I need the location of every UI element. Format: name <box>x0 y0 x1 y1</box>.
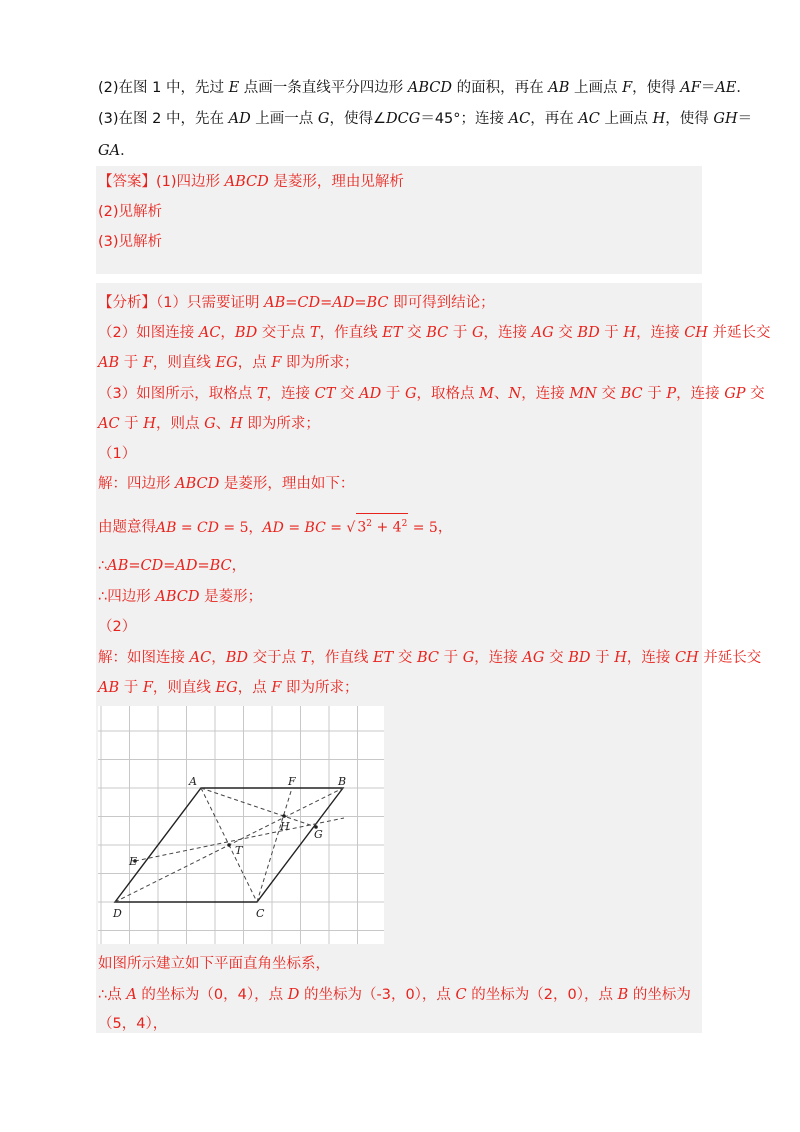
label-g: G <box>314 828 323 841</box>
analysis-line-3-continued: AC 于 H，则点 G、H 即为所求； <box>98 416 320 432</box>
solution-1-formula-line: 由题意得AB = CD = 5，AD = BC = √ $3^2 + 4^2 = 5$， <box>98 513 452 538</box>
solution-1-label: （1） <box>98 446 137 462</box>
label-a: A <box>189 775 197 788</box>
solution-2-line-2: AB 于 F，则直线 EG，点 F 即为所求； <box>98 680 359 696</box>
analysis-line-1: 【分析】（1）只需要证明 AB=CD=AD=BC 即可得到结论； <box>98 295 495 311</box>
formula: AB = CD = 5，AD = BC = √ $3^2 + 4^2 = 5$ <box>156 520 438 536</box>
label-h: H <box>280 820 290 833</box>
analysis-line-3: （3）如图所示，取格点 T，连接 CT 交 AD 于 G，取格点 M、N，连接 MN 交 BC 于 P，连接 GP 交 <box>98 386 765 402</box>
radicand: $3^2 + 4^2$ <box>356 513 408 538</box>
sqrt-symbol: √ <box>346 519 356 536</box>
solution-1-line-4: ∴四边形 ABCD 是菱形； <box>98 589 263 605</box>
label-d: D <box>113 907 122 920</box>
solution-2-label: （2） <box>98 619 137 635</box>
grid-diagram <box>98 706 384 944</box>
label-b: B <box>338 775 347 788</box>
coordinate-line-2: （5，4）， <box>98 1016 168 1032</box>
question-part-3-continued: GA． <box>98 143 135 159</box>
solution-1-line-3: ∴AB=CD=AD=BC， <box>98 558 247 574</box>
answer-line-3: (3)见解析 <box>98 234 163 250</box>
line-ag <box>201 788 316 827</box>
grid-lines <box>98 706 384 944</box>
answer-line-1: 【答案】(1)四边形 ABCD 是菱形，理由见解析 <box>98 174 404 190</box>
label-t: T <box>235 844 243 857</box>
geometry-figure <box>98 706 384 944</box>
coordinate-line-1: ∴点 A 的坐标为（0，4），点 D 的坐标为（-3，0），点 C 的坐标为（2，0），点 B 的坐标为 <box>98 987 691 1003</box>
analysis-line-2-continued: AB 于 F，则直线 EG，点 F 即为所求； <box>98 355 359 371</box>
label-e: E <box>129 855 138 868</box>
question-part-2: (2)在图 1 中，先过 E 点画一条直线平分四边形 ABCD 的面积，再在 AB 上画点 F，使得 AF＝AE． <box>98 80 751 96</box>
label-c: C <box>256 907 265 920</box>
label-f: F <box>288 775 296 788</box>
analysis-line-2: （2）如图连接 AC，BD 交于点 T，作直线 ET 交 BC 于 G，连接 AG 交 BD 于 H，连接 CH 并延长交 <box>98 325 771 341</box>
question-part-3: (3)在图 2 中，先在 AD 上画一点 G，使得∠DCG＝45°；连接 AC，再在 AC 上画点 H，使得 GH＝ <box>98 111 753 127</box>
answer-line-2: (2)见解析 <box>98 204 163 220</box>
coordinate-intro: 如图所示建立如下平面直角坐标系， <box>98 956 330 972</box>
solution-2-line-1: 解：如图连接 AC，BD 交于点 T，作直线 ET 交 BC 于 G，连接 AG 交 BD 于 H，连接 CH 并延长交 <box>98 650 762 666</box>
solution-1-line-1: 解：四边形 ABCD 是菱形，理由如下： <box>98 476 355 492</box>
